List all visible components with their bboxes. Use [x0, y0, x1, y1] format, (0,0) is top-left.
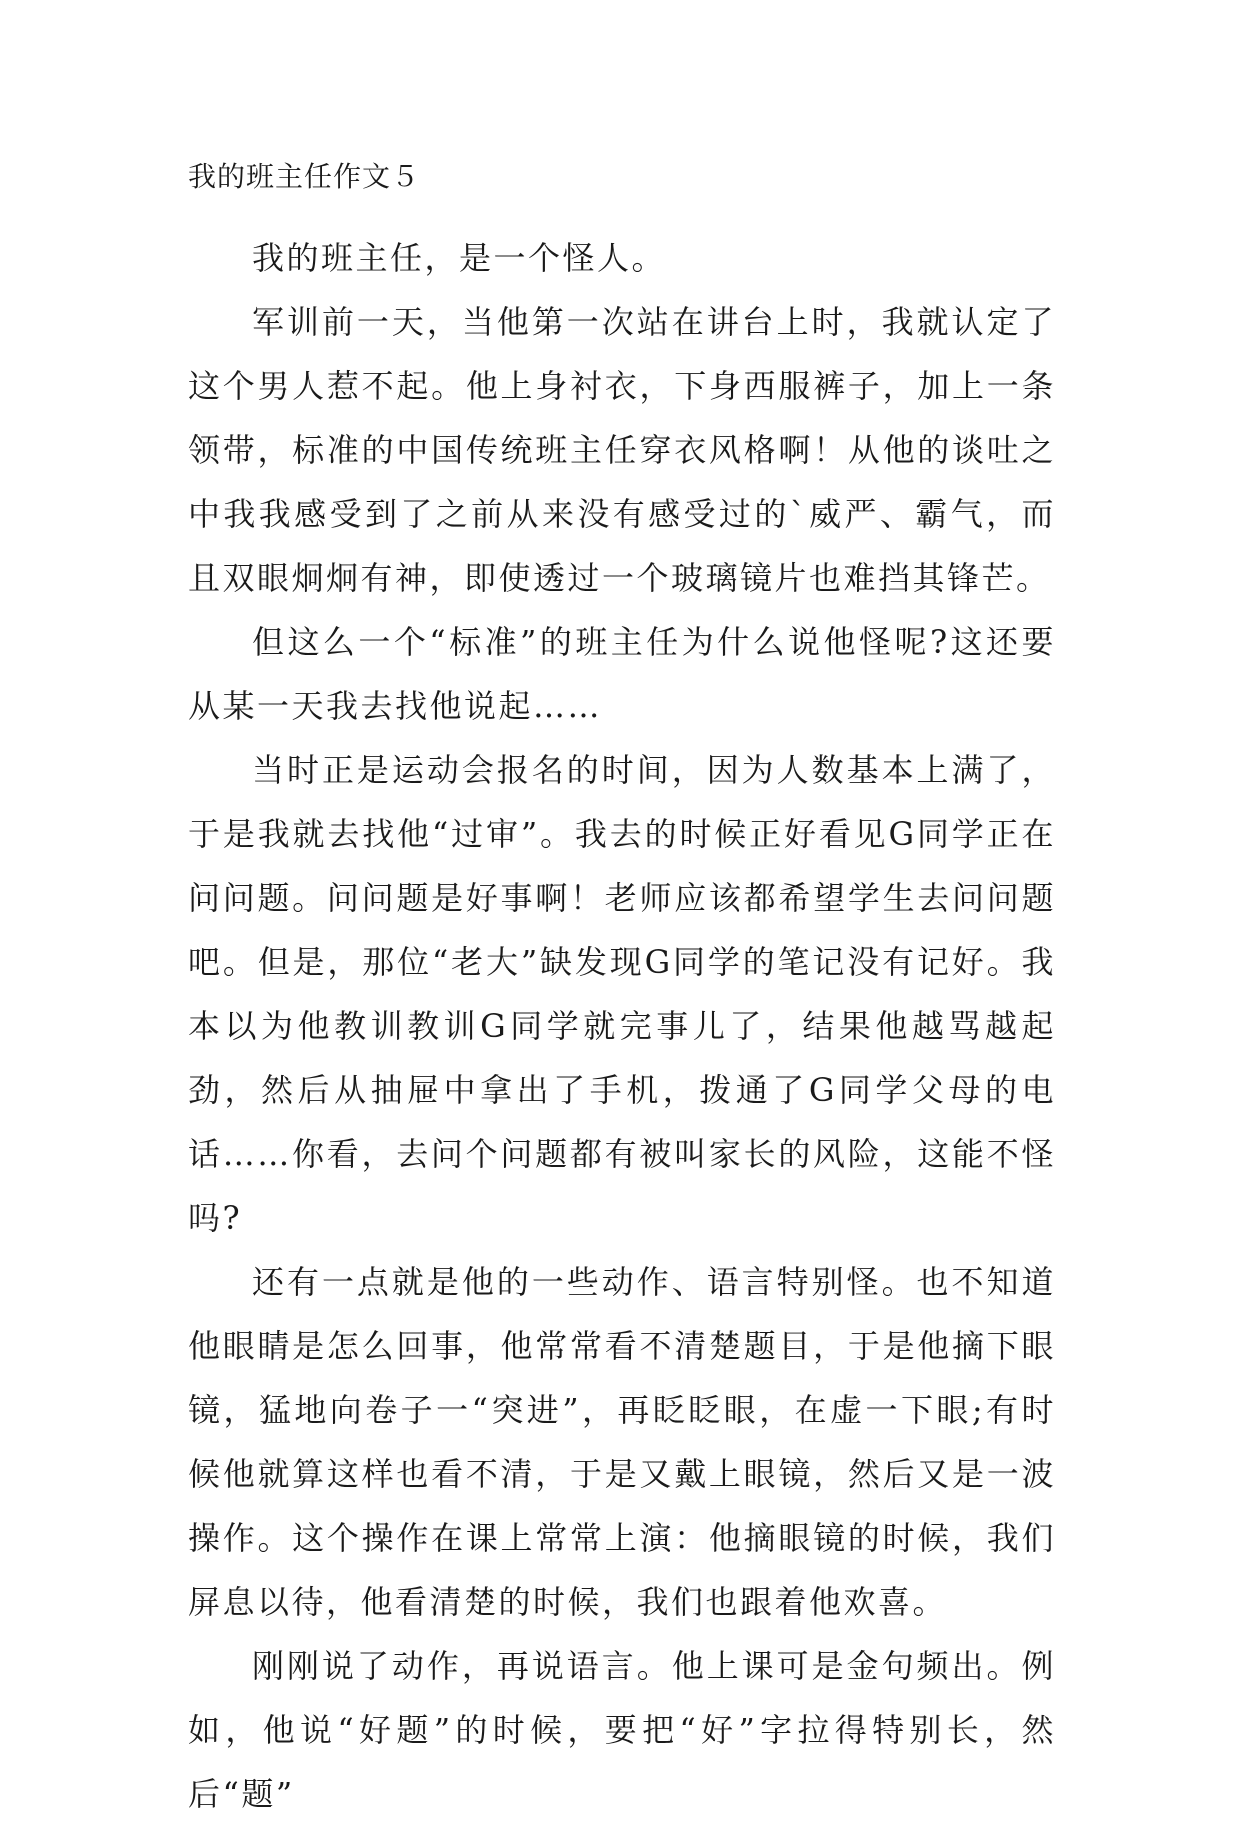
paragraph-6: 刚刚说了动作，再说语言。他上课可是金句频出。例如，他说“好题”的时候，要把“好”字拉得特别长，然后“题” [188, 1647, 1056, 1813]
paragraph-2: 军训前一天，当他第一次站在讲台上时，我就认定了这个男人惹不起。他上身衬衣，下身西服裤子，加上一条领带，标准的中国传统班主任穿衣风格啊！从他的谈吐之中我我感受到了之前从来没有感受过的`威严、霸气，而且双眼炯炯有神，即使透过一个玻璃镜片也难挡其锋芒。 [188, 303, 1056, 597]
paragraph-5: 还有一点就是他的一些动作、语言特别怪。也不知道他眼睛是怎么回事，他常常看不清楚题目，于是他摘下眼镜，猛地向卷子一“突进”，再眨眨眼，在虚一下眼;有时候他就算这样也看不清，于是又戴上眼镜，然后又是一波操作。这个操作在课上常常上演：他摘眼镜的时候，我们屏息以待，他看清楚的时候，我们也跟着他欢喜。 [188, 1263, 1056, 1621]
paragraph-1: 我的班主任，是一个怪人。 [252, 239, 667, 277]
document-title: 我的班主任作文５ [188, 160, 421, 193]
paragraph-3: 但这么一个“标准”的班主任为什么说他怪呢?这还要从某一天我去找他说起…… [188, 623, 1056, 725]
document-content [188, 160, 1056, 1826]
paragraph-4: 当时正是运动会报名的时间，因为人数基本上满了，于是我就去找他“过审”。我去的时候正好看见G同学正在问问题。问问题是好事啊！老师应该都希望学生去问问题吧。但是，那位“老大”缺发现G同学的笔记没有记好。我本以为他教训教训G同学就完事儿了，结果他越骂越起劲，然后从抽屉中拿出了手机，拨通了G同学父母的电话……你看，去问个问题都有被叫家长的风险，这能不怪吗? [188, 751, 1056, 1237]
document-body [188, 226, 1056, 1826]
